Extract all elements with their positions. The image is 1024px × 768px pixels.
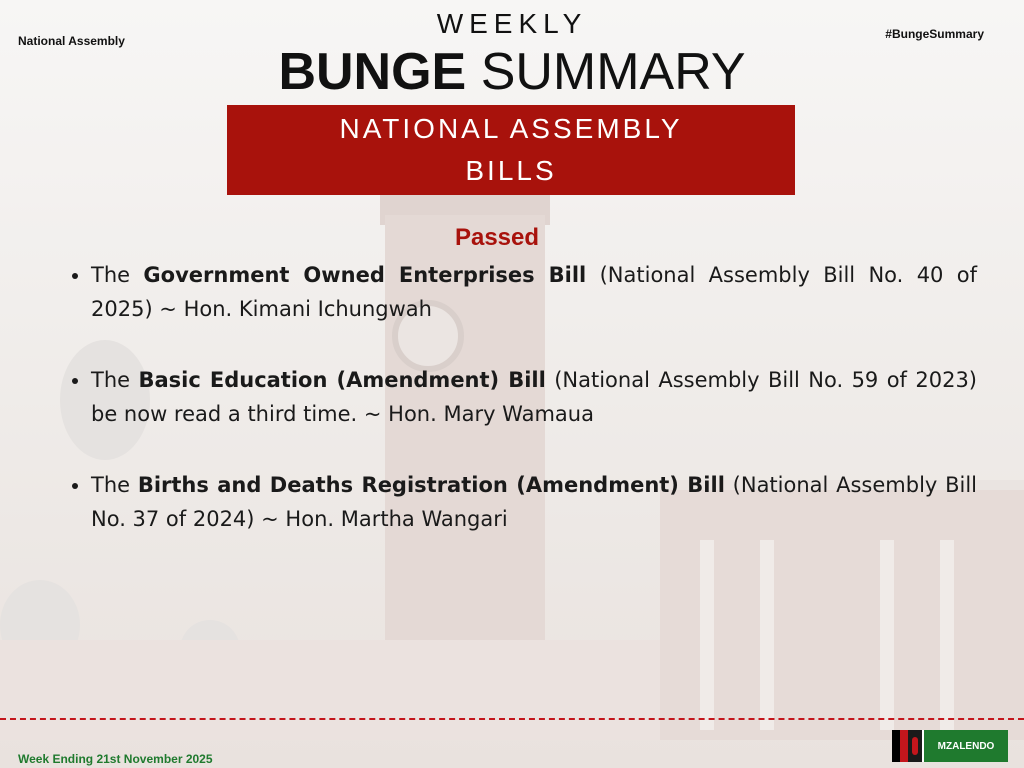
page-title bbox=[0, 42, 1024, 102]
bill-name: Basic Education (Amendment) Bill bbox=[138, 368, 546, 392]
title-bold-part: BUNGE bbox=[278, 43, 467, 101]
title-regular-part: SUMMARY bbox=[480, 43, 746, 101]
weekly-label: WEEKLY bbox=[436, 8, 588, 39]
bill-name: Births and Deaths Registration (Amendment) Bill bbox=[137, 473, 725, 497]
bill-name: Government Owned Enterprises Bill bbox=[143, 263, 587, 287]
bill-prefix: The bbox=[91, 263, 144, 287]
bill-prefix: The bbox=[91, 473, 138, 497]
bills-list bbox=[60, 258, 977, 573]
status-heading: Passed bbox=[454, 224, 540, 251]
bill-detail: (National Assembly Bill No. 59 of 2023) be now read a third time. ~ Hon. Mary Wamaua bbox=[91, 368, 978, 426]
footer-divider bbox=[0, 718, 1024, 720]
mzalendo-logo bbox=[892, 730, 1008, 762]
shield-icon bbox=[908, 730, 922, 762]
logo-text: MZALENDO bbox=[922, 730, 1008, 762]
section-banner bbox=[227, 105, 795, 195]
banner-line-2: BILLS bbox=[465, 155, 557, 186]
bill-item bbox=[91, 258, 977, 326]
bill-detail: (National Assembly Bill No. 40 of 2025) ~ Hon. Kimani Ichungwah bbox=[91, 263, 978, 321]
bill-prefix: The bbox=[91, 368, 139, 392]
bill-detail: (National Assembly Bill No. 37 of 2024) ~ Hon. Martha Wangari bbox=[91, 473, 977, 531]
week-ending-label: Week Ending 21st November 2025 bbox=[18, 752, 213, 766]
banner-line-1: NATIONAL ASSEMBLY bbox=[339, 113, 683, 144]
hashtag-label: #BungeSummary bbox=[885, 27, 984, 41]
bill-item bbox=[91, 363, 977, 431]
header-chamber-label: National Assembly bbox=[18, 34, 125, 48]
bill-item bbox=[91, 468, 977, 536]
